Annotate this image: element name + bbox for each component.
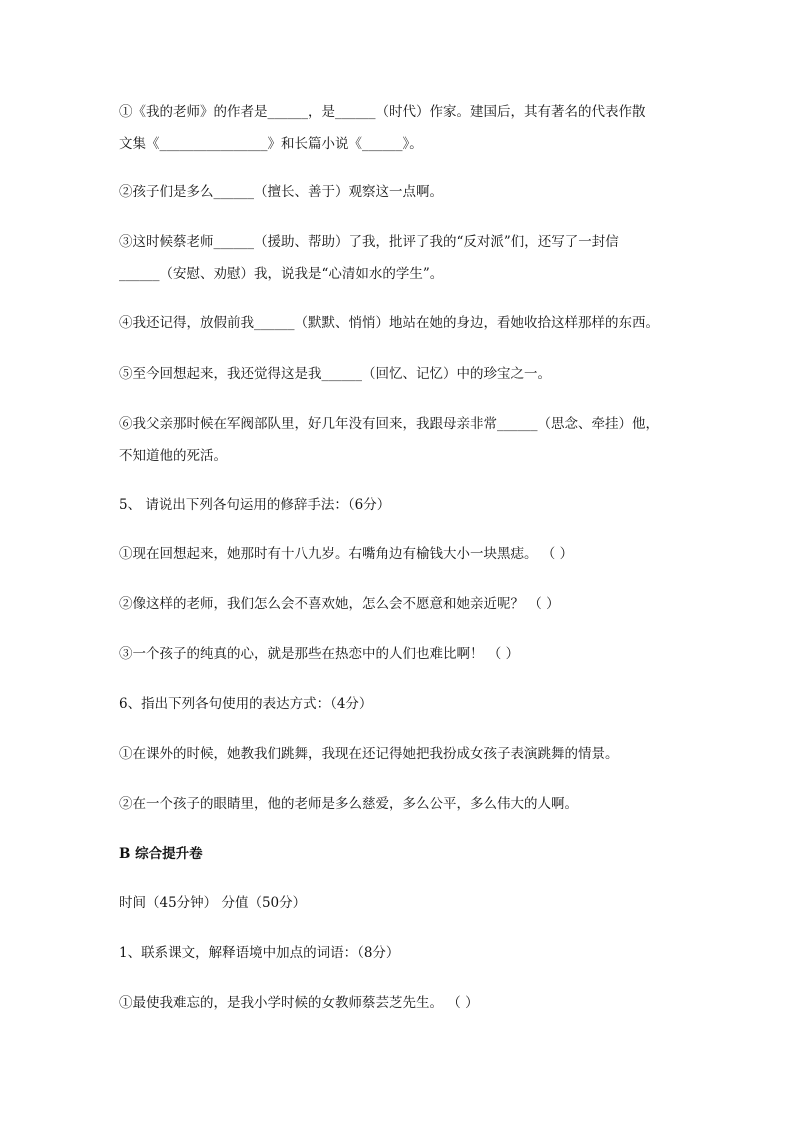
time-score-info — [119, 887, 679, 919]
text-line: ①最使我难忘的，是我小学时候的女教师蔡芸芝先生。 （ ） — [119, 995, 479, 1011]
text-line: 文集《________________》和长篇小说《______》。 — [119, 136, 423, 152]
question-6-heading — [119, 688, 679, 720]
section-b-heading — [119, 838, 679, 870]
paragraph-q5-item-2 — [119, 588, 679, 620]
paragraph-q2-observe — [119, 176, 679, 208]
text-line: ③这时候蔡老师______（援助、帮助）了我，批评了我的“反对派”们，还写了一封信 — [119, 234, 619, 250]
text-line: 6、指出下列各句使用的表达方式：（4分） — [119, 696, 373, 712]
question-b1-heading — [119, 937, 679, 969]
paragraph-q5-item-1 — [119, 538, 679, 570]
paragraph-q1-author — [119, 96, 679, 160]
paragraph-q5-treasure — [119, 358, 679, 390]
text-line: 不知道他的死活。 — [119, 448, 227, 464]
text-line: ①《我的老师》的作者是______，是______（时代）作家。建国后，其有著名的代表作散 — [119, 104, 646, 120]
paragraph-b1-item-1 — [119, 987, 679, 1019]
text-line: ⑥我父亲那时候在军阀部队里，好几年没有回来，我跟母亲非常______（思念、牵挂）他， — [119, 416, 659, 432]
paragraph-q5-item-3 — [119, 638, 679, 670]
paragraph-q6-father — [119, 408, 679, 472]
text-line: 5、 请说出下列各句运用的修辞手法：（6分） — [119, 497, 391, 513]
question-5-heading — [119, 489, 679, 521]
text-line: ⑤至今回想起来，我还觉得这是我______（回忆、记忆）中的珍宝之一。 — [119, 366, 551, 382]
text-line: ④我还记得，放假前我______（默默、悄悄）地站在她的身边，看她收拾这样那样的东西。 — [119, 315, 659, 331]
text-line: ______（安慰、劝慰）我，说我是“心清如水的学生”。 — [119, 266, 444, 282]
paragraph-q6-item-2 — [119, 788, 679, 820]
text-line: B 综合提升卷 — [119, 846, 203, 862]
text-line: ③一个孩子的纯真的心，就是那些在热恋中的人们也难比啊！ （ ） — [119, 646, 520, 662]
text-line: ②在一个孩子的眼睛里，他的老师是多么慈爱，多么公平，多么伟大的人啊。 — [119, 796, 578, 812]
text-line: 时间（45分钟） 分值（50分） — [119, 895, 307, 911]
paragraph-q3-teacher-help — [119, 226, 679, 290]
paragraph-q4-remember — [119, 307, 679, 339]
text-line: ①现在回想起来，她那时有十八九岁。右嘴角边有榆钱大小一块黑痣。 （ ） — [119, 546, 574, 562]
text-line: ②像这样的老师，我们怎么会不喜欢她，怎么会不愿意和她亲近呢？ （ ） — [119, 596, 560, 612]
text-line: ①在课外的时候，她教我们跳舞，我现在还记得她把我扮成女孩子表演跳舞的情景。 — [119, 746, 619, 762]
paragraph-q6-item-1 — [119, 738, 679, 770]
text-line: ②孩子们是多么______（擅长、善于）观察这一点啊。 — [119, 184, 443, 200]
text-line: 1、联系课文，解释语境中加点的词语：（8分） — [119, 945, 400, 961]
